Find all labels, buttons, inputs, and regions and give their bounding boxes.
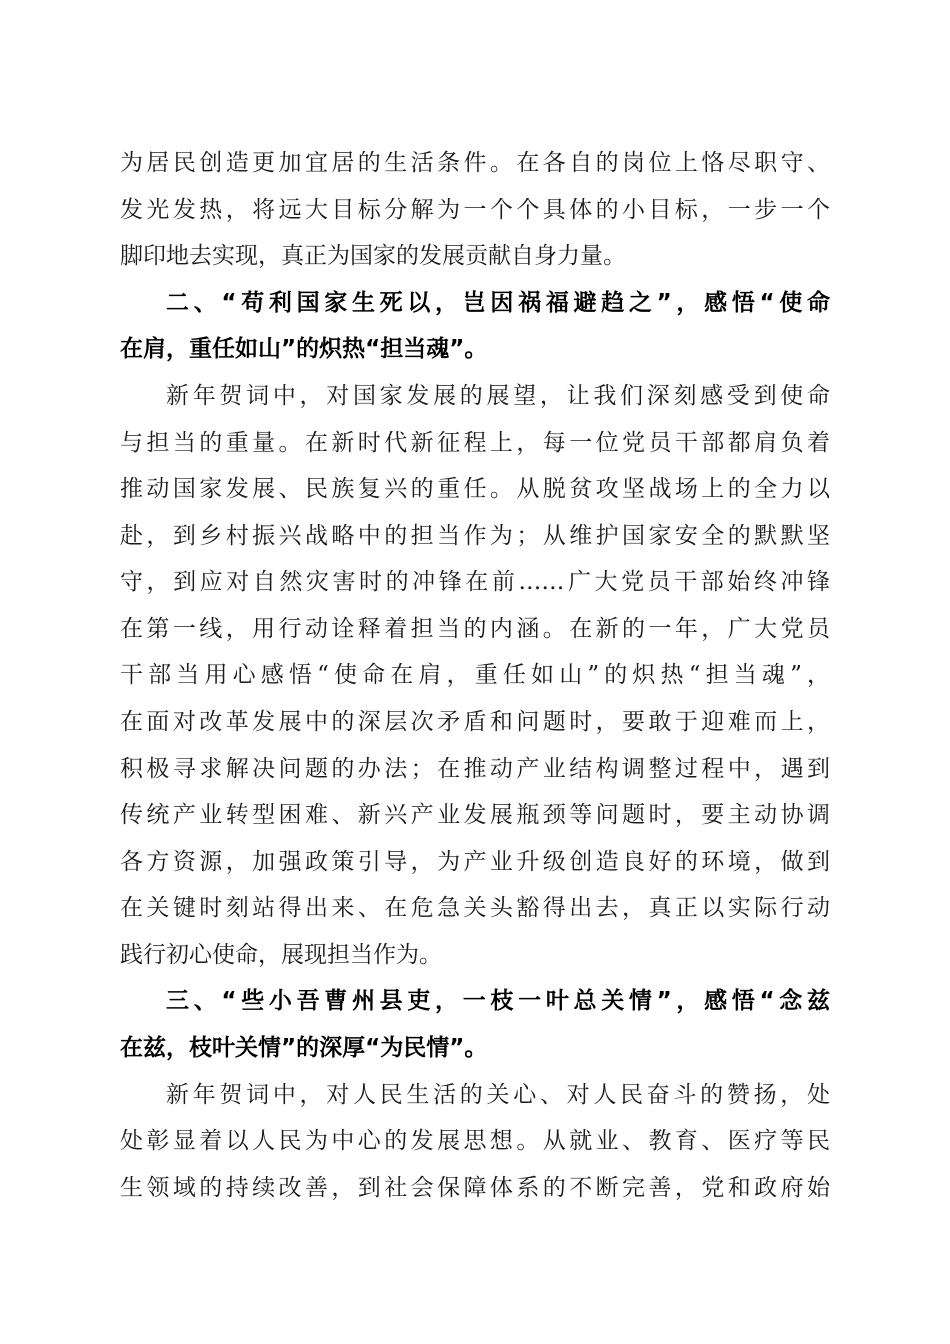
section-heading: 在兹，枝叶关情”的深厚“为民情”。 [120, 1035, 488, 1061]
paragraph-line: 新年贺词中，对国家发展的展望，让我们深刻感受到使命 [166, 383, 830, 409]
paragraph-line: 各方资源，加强政策引导，为产业升级创造良好的环境，做到 [120, 849, 830, 875]
paragraph-line: 干部当用心感悟“使命在肩，重任如山”的炽热“担当魂”， [120, 662, 830, 688]
paragraph-line: 脚印地去实现，真正为国家的发展贡献自身力量。 [120, 243, 626, 269]
paragraph-line: 传统产业转型困难、新兴产业发展瓶颈等问题时，要主动协调 [120, 802, 830, 828]
section-heading: 三、“些小吾曹州县吏，一枝一叶总关情”，感悟“念兹 [166, 988, 830, 1014]
paragraph-line: 处彰显着以人民为中心的发展思想。从就业、教育、医疗等民 [120, 1128, 830, 1154]
paragraph-line: 积极寻求解决问题的办法；在推动产业结构调整过程中，遇到 [120, 756, 830, 782]
paragraph-line: 守，到应对自然灾害时的冲锋在前……广大党员干部始终冲锋 [120, 569, 830, 595]
paragraph-line: 与担当的重量。在新时代新征程上，每一位党员干部都肩负着 [120, 430, 830, 456]
paragraph-line: 新年贺词中，对人民生活的关心、对人民奋斗的赞扬，处 [166, 1082, 830, 1108]
paragraph-line: 推动国家发展、民族复兴的重任。从脱贫攻坚战场上的全力以 [120, 476, 830, 502]
paragraph-line: 践行初心使命，展现担当作为。 [120, 942, 442, 968]
section-heading: 二、“苟利国家生死以，岂因祸福避趋之”，感悟“使命 [166, 290, 830, 316]
paragraph-line: 生领域的持续改善，到社会保障体系的不断完善，党和政府始 [120, 1175, 830, 1201]
paragraph-line: 赴，到乡村振兴战略中的担当作为；从维护国家安全的默默坚 [120, 523, 830, 549]
paragraph-line: 发光发热，将远大目标分解为一个个具体的小目标，一步一个 [120, 197, 830, 223]
paragraph-line: 在面对改革发展中的深层次矛盾和问题时，要敢于迎难而上， [120, 709, 830, 735]
section-heading: 在肩，重任如山”的炽热“担当魂”。 [120, 336, 488, 362]
paragraph-line: 在关键时刻站得出来、在危急关头豁得出去，真正以实际行动 [120, 895, 830, 921]
paragraph-line: 在第一线，用行动诠释着担当的内涵。在新的一年，广大党员 [120, 616, 830, 642]
paragraph-line: 为居民创造更加宜居的生活条件。在各自的岗位上恪尽职守、 [120, 150, 830, 176]
